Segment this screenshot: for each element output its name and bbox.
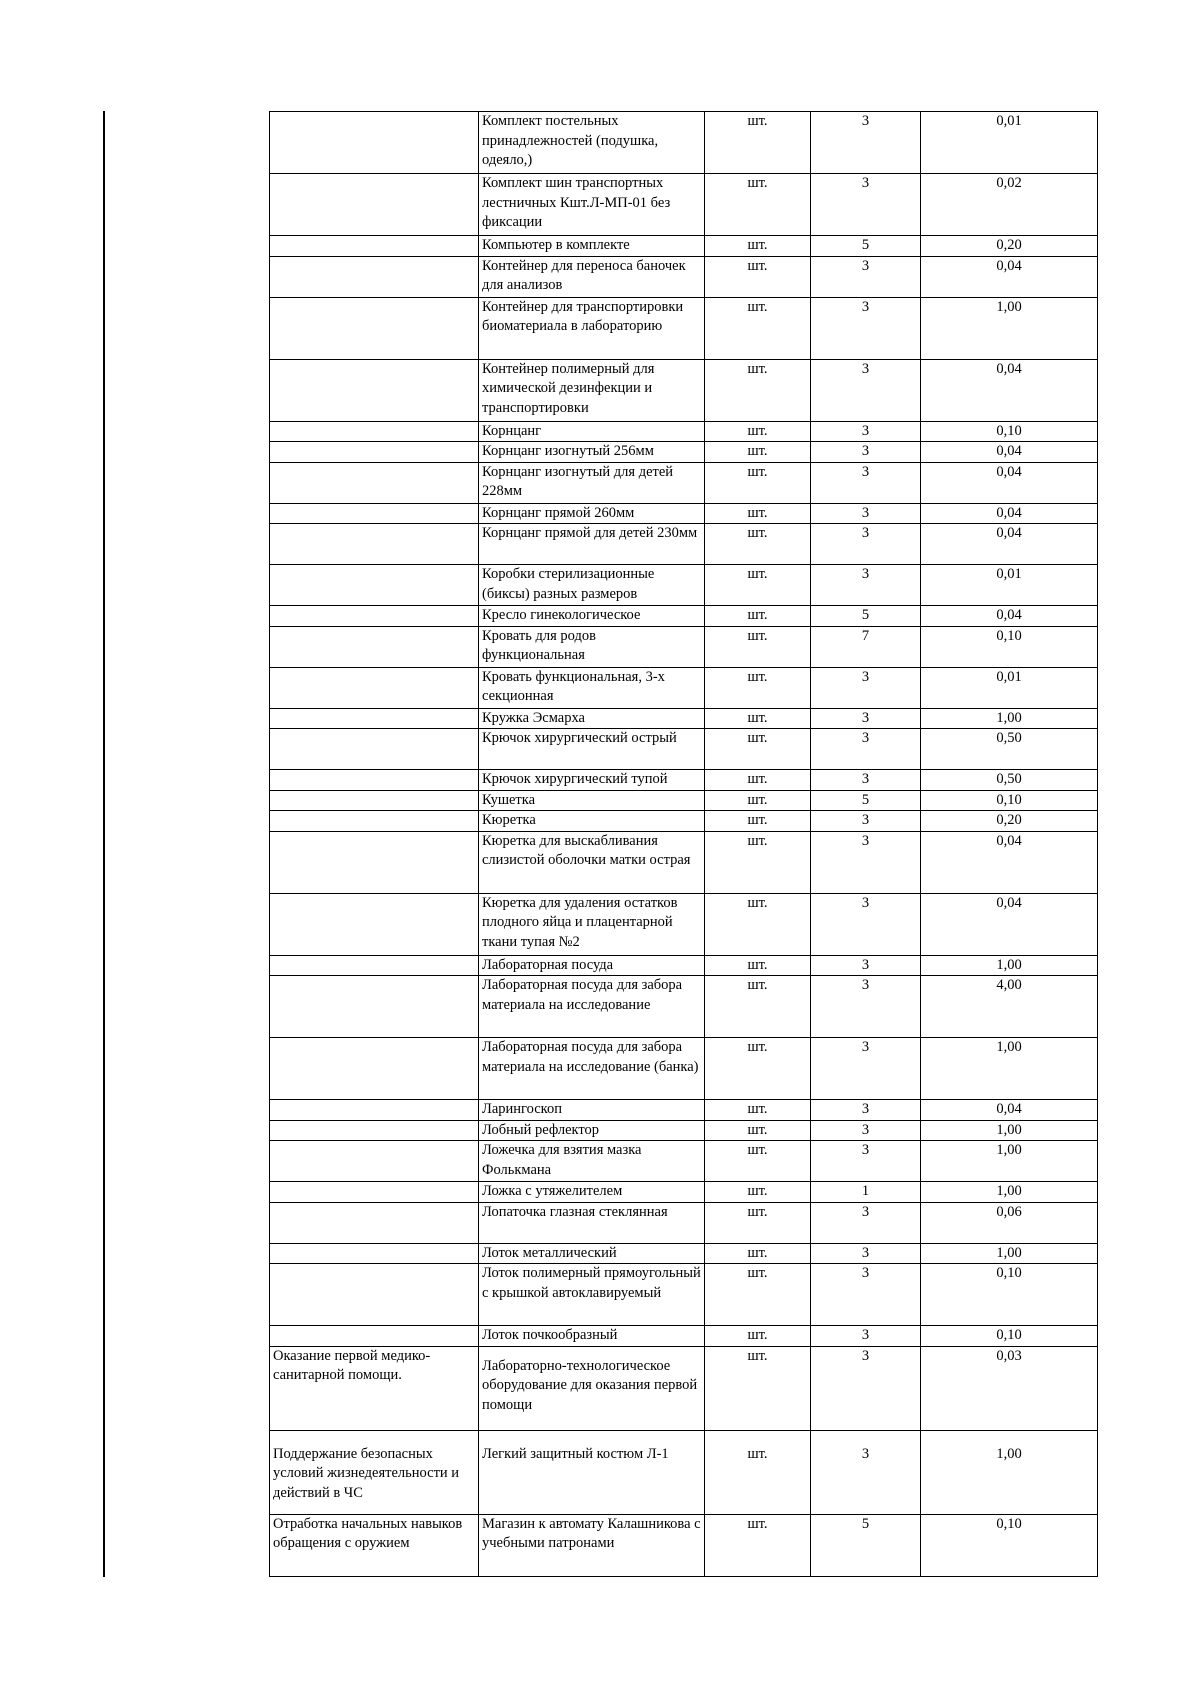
quantity-cell: 3	[811, 708, 921, 729]
coefficient-cell: 0,50	[921, 770, 1098, 791]
coefficient-cell: 1,00	[921, 297, 1098, 359]
item-name-cell: Лобный рефлектор	[479, 1120, 705, 1141]
section-cell	[270, 770, 479, 791]
unit-cell: шт.	[705, 708, 811, 729]
coefficient-cell: 0,10	[921, 1514, 1098, 1576]
section-cell: Оказание первой медико-санитарной помощи.	[270, 1346, 479, 1430]
item-name-cell: Крючок хирургический тупой	[479, 770, 705, 791]
quantity-cell: 3	[811, 503, 921, 524]
section-cell	[270, 565, 479, 606]
quantity-cell: 7	[811, 626, 921, 667]
unit-cell: шт.	[705, 1326, 811, 1347]
section-cell	[270, 236, 479, 257]
coefficient-cell: 1,00	[921, 1430, 1098, 1514]
item-name-cell: Корнцанг изогнутый для детей 228мм	[479, 462, 705, 503]
item-name-cell: Ларингоскоп	[479, 1100, 705, 1121]
quantity-cell: 3	[811, 462, 921, 503]
item-name-cell: Кровать функциональная, 3-х секционная	[479, 667, 705, 708]
quantity-cell: 3	[811, 297, 921, 359]
quantity-cell: 3	[811, 421, 921, 442]
section-cell	[270, 1120, 479, 1141]
table-row	[270, 1264, 1098, 1326]
quantity-cell: 3	[811, 359, 921, 421]
table-row	[270, 976, 1098, 1038]
item-name-cell: Крючок хирургический острый	[479, 729, 705, 770]
item-name-cell: Комплект постельных принадлежностей (подушка, одеяло,)	[479, 112, 705, 174]
table-row	[270, 565, 1098, 606]
item-name-cell: Кровать для родов функциональная	[479, 626, 705, 667]
coefficient-cell: 0,10	[921, 790, 1098, 811]
quantity-cell: 3	[811, 174, 921, 236]
unit-cell: шт.	[705, 1202, 811, 1243]
section-cell	[270, 893, 479, 955]
coefficient-cell: 0,04	[921, 256, 1098, 297]
table-row	[270, 626, 1098, 667]
table-row	[270, 606, 1098, 627]
left-margin-rule	[103, 111, 105, 1577]
unit-cell: шт.	[705, 1038, 811, 1100]
unit-cell: шт.	[705, 1264, 811, 1326]
section-cell: Отработка начальных навыков обращения с оружием	[270, 1514, 479, 1576]
quantity-cell: 3	[811, 729, 921, 770]
coefficient-cell: 0,04	[921, 893, 1098, 955]
section-cell	[270, 174, 479, 236]
coefficient-cell: 0,01	[921, 667, 1098, 708]
coefficient-cell: 1,00	[921, 708, 1098, 729]
section-cell	[270, 729, 479, 770]
item-name-cell: Лабораторная посуда для забора материала на исследование	[479, 976, 705, 1038]
table-row	[270, 729, 1098, 770]
section-cell	[270, 1141, 479, 1182]
section-cell	[270, 1202, 479, 1243]
unit-cell: шт.	[705, 462, 811, 503]
table-row	[270, 421, 1098, 442]
coefficient-cell: 0,04	[921, 1100, 1098, 1121]
section-cell	[270, 976, 479, 1038]
unit-cell: шт.	[705, 236, 811, 257]
table-row	[270, 442, 1098, 463]
section-cell	[270, 1038, 479, 1100]
section-cell	[270, 708, 479, 729]
section-cell	[270, 1100, 479, 1121]
table-row	[270, 1430, 1098, 1514]
table-row	[270, 1202, 1098, 1243]
quantity-cell: 5	[811, 236, 921, 257]
coefficient-cell: 0,01	[921, 112, 1098, 174]
section-cell	[270, 606, 479, 627]
quantity-cell: 3	[811, 1346, 921, 1430]
unit-cell: шт.	[705, 1243, 811, 1264]
table-row	[270, 790, 1098, 811]
table-row	[270, 174, 1098, 236]
coefficient-cell: 0,04	[921, 462, 1098, 503]
section-cell	[270, 112, 479, 174]
quantity-cell: 3	[811, 1120, 921, 1141]
table-row	[270, 831, 1098, 893]
table-row	[270, 1326, 1098, 1347]
quantity-cell: 3	[811, 831, 921, 893]
unit-cell: шт.	[705, 524, 811, 565]
section-cell	[270, 790, 479, 811]
unit-cell: шт.	[705, 955, 811, 976]
coefficient-cell: 0,04	[921, 359, 1098, 421]
coefficient-cell: 0,50	[921, 729, 1098, 770]
item-name-cell: Лабораторная посуда для забора материала на исследование (банка)	[479, 1038, 705, 1100]
quantity-cell: 3	[811, 955, 921, 976]
quantity-cell: 3	[811, 524, 921, 565]
unit-cell: шт.	[705, 1182, 811, 1203]
item-name-cell: Комплект шин транспортных лестничных Кшт.Л-МП-01 без фиксации	[479, 174, 705, 236]
table-row	[270, 256, 1098, 297]
table-row	[270, 770, 1098, 791]
quantity-cell: 3	[811, 893, 921, 955]
quantity-cell: 3	[811, 1430, 921, 1514]
section-cell	[270, 955, 479, 976]
item-name-cell: Легкий защитный костюм Л-1	[479, 1430, 705, 1514]
coefficient-cell: 0,04	[921, 442, 1098, 463]
item-name-cell: Контейнер для транспортировки биоматериала в лабораторию	[479, 297, 705, 359]
unit-cell: шт.	[705, 1120, 811, 1141]
coefficient-cell: 1,00	[921, 1182, 1098, 1203]
unit-cell: шт.	[705, 1141, 811, 1182]
table-row	[270, 236, 1098, 257]
item-name-cell: Корнцанг прямой для детей 230мм	[479, 524, 705, 565]
unit-cell: шт.	[705, 256, 811, 297]
quantity-cell: 1	[811, 1182, 921, 1203]
table-row	[270, 1346, 1098, 1430]
table-row	[270, 1243, 1098, 1264]
section-cell	[270, 1264, 479, 1326]
unit-cell: шт.	[705, 1430, 811, 1514]
item-name-cell: Корнцанг	[479, 421, 705, 442]
item-name-cell: Компьютер в комплекте	[479, 236, 705, 257]
section-cell	[270, 297, 479, 359]
section-cell: Поддержание безопасных условий жизнедеятельности и действий в ЧС	[270, 1430, 479, 1514]
item-name-cell: Коробки стерилизационные (биксы) разных размеров	[479, 565, 705, 606]
unit-cell: шт.	[705, 174, 811, 236]
item-name-cell: Ложка с утяжелителем	[479, 1182, 705, 1203]
item-name-cell: Лабораторная посуда	[479, 955, 705, 976]
coefficient-cell: 0,20	[921, 811, 1098, 832]
item-name-cell: Лоток полимерный прямоугольный с крышкой автоклавируемый	[479, 1264, 705, 1326]
quantity-cell: 3	[811, 256, 921, 297]
unit-cell: шт.	[705, 1100, 811, 1121]
quantity-cell: 3	[811, 811, 921, 832]
table-row	[270, 1182, 1098, 1203]
item-name-cell: Лопаточка глазная стеклянная	[479, 1202, 705, 1243]
unit-cell: шт.	[705, 729, 811, 770]
item-name-cell: Контейнер полимерный для химической дезинфекции и транспортировки	[479, 359, 705, 421]
quantity-cell: 5	[811, 1514, 921, 1576]
unit-cell: шт.	[705, 1346, 811, 1430]
table-row	[270, 955, 1098, 976]
item-name-cell: Лабораторно-технологическое оборудование для оказания первой помощи	[479, 1346, 705, 1430]
item-name-cell: Контейнер для переноса баночек для анализов	[479, 256, 705, 297]
coefficient-cell: 0,06	[921, 1202, 1098, 1243]
section-cell	[270, 1243, 479, 1264]
equipment-table	[269, 111, 1098, 1577]
section-cell	[270, 421, 479, 442]
table-row	[270, 1514, 1098, 1576]
coefficient-cell: 4,00	[921, 976, 1098, 1038]
unit-cell: шт.	[705, 626, 811, 667]
table-row	[270, 1120, 1098, 1141]
item-name-cell: Лоток почкообразный	[479, 1326, 705, 1347]
unit-cell: шт.	[705, 831, 811, 893]
section-cell	[270, 503, 479, 524]
quantity-cell: 3	[811, 1038, 921, 1100]
section-cell	[270, 462, 479, 503]
item-name-cell: Корнцанг изогнутый 256мм	[479, 442, 705, 463]
quantity-cell: 3	[811, 667, 921, 708]
quantity-cell: 3	[811, 976, 921, 1038]
table-row	[270, 503, 1098, 524]
quantity-cell: 3	[811, 1264, 921, 1326]
unit-cell: шт.	[705, 565, 811, 606]
unit-cell: шт.	[705, 667, 811, 708]
coefficient-cell: 0,04	[921, 831, 1098, 893]
unit-cell: шт.	[705, 297, 811, 359]
coefficient-cell: 0,20	[921, 236, 1098, 257]
section-cell	[270, 442, 479, 463]
quantity-cell: 3	[811, 442, 921, 463]
coefficient-cell: 1,00	[921, 1038, 1098, 1100]
section-cell	[270, 667, 479, 708]
item-name-cell: Кресло гинекологическое	[479, 606, 705, 627]
section-cell	[270, 359, 479, 421]
table-row	[270, 893, 1098, 955]
item-name-cell: Магазин к автомату Калашникова с учебными патронами	[479, 1514, 705, 1576]
table-row	[270, 1038, 1098, 1100]
coefficient-cell: 1,00	[921, 955, 1098, 976]
quantity-cell: 3	[811, 1100, 921, 1121]
item-name-cell: Кружка Эсмарха	[479, 708, 705, 729]
quantity-cell: 3	[811, 770, 921, 791]
table-row	[270, 359, 1098, 421]
section-cell	[270, 626, 479, 667]
section-cell	[270, 1182, 479, 1203]
unit-cell: шт.	[705, 790, 811, 811]
table-row	[270, 112, 1098, 174]
coefficient-cell: 0,10	[921, 1326, 1098, 1347]
coefficient-cell: 0,03	[921, 1346, 1098, 1430]
unit-cell: шт.	[705, 359, 811, 421]
unit-cell: шт.	[705, 811, 811, 832]
unit-cell: шт.	[705, 503, 811, 524]
unit-cell: шт.	[705, 112, 811, 174]
section-cell	[270, 1326, 479, 1347]
coefficient-cell: 0,01	[921, 565, 1098, 606]
coefficient-cell: 0,04	[921, 606, 1098, 627]
unit-cell: шт.	[705, 1514, 811, 1576]
item-name-cell: Кюретка для удаления остатков плодного яйца и плацентарной ткани тупая №2	[479, 893, 705, 955]
unit-cell: шт.	[705, 893, 811, 955]
unit-cell: шт.	[705, 606, 811, 627]
quantity-cell: 3	[811, 1243, 921, 1264]
section-cell	[270, 524, 479, 565]
quantity-cell: 3	[811, 1202, 921, 1243]
coefficient-cell: 1,00	[921, 1243, 1098, 1264]
table-row	[270, 462, 1098, 503]
table-row	[270, 297, 1098, 359]
quantity-cell: 3	[811, 565, 921, 606]
quantity-cell: 3	[811, 112, 921, 174]
item-name-cell: Кюретка	[479, 811, 705, 832]
coefficient-cell: 1,00	[921, 1141, 1098, 1182]
coefficient-cell: 0,04	[921, 524, 1098, 565]
coefficient-cell: 1,00	[921, 1120, 1098, 1141]
coefficient-cell: 0,10	[921, 1264, 1098, 1326]
item-name-cell: Кушетка	[479, 790, 705, 811]
coefficient-cell: 0,02	[921, 174, 1098, 236]
table-row	[270, 708, 1098, 729]
quantity-cell: 5	[811, 606, 921, 627]
item-name-cell: Лоток металлический	[479, 1243, 705, 1264]
table-row	[270, 811, 1098, 832]
unit-cell: шт.	[705, 770, 811, 791]
coefficient-cell: 0,10	[921, 626, 1098, 667]
unit-cell: шт.	[705, 421, 811, 442]
quantity-cell: 3	[811, 1141, 921, 1182]
item-name-cell: Корнцанг прямой 260мм	[479, 503, 705, 524]
table-row	[270, 1100, 1098, 1121]
table-row	[270, 524, 1098, 565]
coefficient-cell: 0,10	[921, 421, 1098, 442]
section-cell	[270, 256, 479, 297]
table-row	[270, 667, 1098, 708]
coefficient-cell: 0,04	[921, 503, 1098, 524]
quantity-cell: 3	[811, 1326, 921, 1347]
section-cell	[270, 831, 479, 893]
item-name-cell: Ложечка для взятия мазка Фолькмана	[479, 1141, 705, 1182]
unit-cell: шт.	[705, 976, 811, 1038]
unit-cell: шт.	[705, 442, 811, 463]
table-row	[270, 1141, 1098, 1182]
quantity-cell: 5	[811, 790, 921, 811]
section-cell	[270, 811, 479, 832]
item-name-cell: Кюретка для выскабливания слизистой оболочки матки острая	[479, 831, 705, 893]
